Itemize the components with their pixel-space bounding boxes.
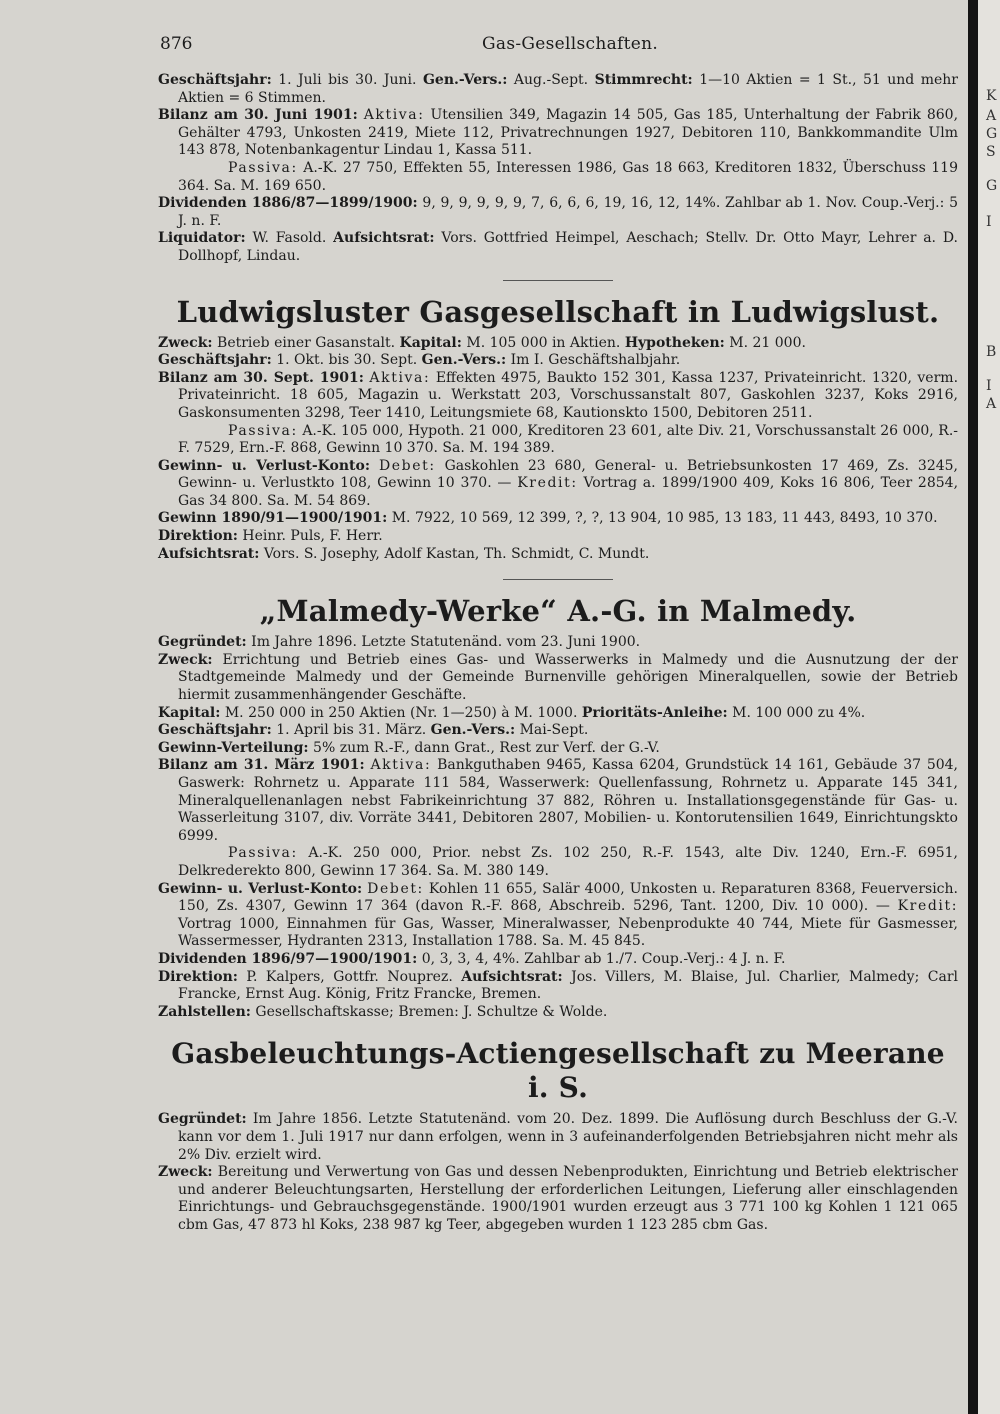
entry-text: A.-K. 105 000, Hypoth. 21 000, Kreditoren 23 601, alte Div. 21, Vorschussanstalt 26 000, R.-F. 7529, Ern.-F. 868, Gewinn 10 370. Sa. M. 194 389. [178, 422, 959, 457]
entry-text: Aug.-Sept. [513, 72, 589, 88]
kredit-label: Kredit: [517, 475, 578, 492]
entry-text: Kohlen 11 655, Salär 4000, Unkosten u. Reparaturen 8368, Feuerversich. 150, Zs. 4307, Gewinn 17 364 (davon R.-F. 868, Abschreib. 5296, Tant. 1200, Div. 10 000). — [178, 880, 958, 915]
entry-label: Geschäftsjahr: [158, 352, 272, 369]
entry-text: Vors. S. Josephy, Adolf Kastan, Th. Schmidt, C. Mundt. [263, 545, 650, 562]
entry-label: Gewinn- u. Verlust-Konto: [158, 457, 371, 474]
entry-text: P. Kalpers, Gottfr. Nouprez. [246, 968, 453, 985]
entry-text: M. 21 000. [729, 334, 806, 351]
entry-label: Zweck: [158, 651, 213, 668]
gegruendet-entry [158, 1111, 958, 1164]
guv-entry [158, 881, 958, 951]
entry-label: Gewinn-Verteilung: [158, 739, 309, 756]
entry-text: M. 105 000 in Aktien. [466, 334, 621, 351]
entry-text: Vors. Gottfried Heimpel, Aeschach; Stellv. Dr. Otto Mayr, Lehrer a. D. Dollhopf, Lindau. [178, 230, 959, 264]
geschaeftsjahr-entry [158, 722, 958, 740]
edge-letter: G [986, 178, 998, 194]
entry-text: Bereitung und Verwertung von Gas und dessen Nebenprodukten, Einrichtung und Betrieb elektrischer und anderer Beleuchtungsarten, Herstellung der erforderlichen Leitungen, Lieferung aller einschlagenden Einrichtungs- und Gebrauchsgegenstände. 1900/1901 wurden erzeugt aus 3 771 100 kg Kohlen 1 121 065 cbm Gas, 47 873 hl Koks, 238 987 kg Teer, abgegeben wurden 1 123 285 cbm Gas. [178, 1164, 958, 1233]
edge-letter: S [986, 144, 996, 160]
entry-text: 1. Juli bis 30. Juni. [278, 72, 417, 88]
entry-label: Gewinn 1890/91—1900/1901: [158, 510, 388, 527]
entry-text: 1. April bis 31. März. [276, 722, 427, 739]
entry-text: Bankguthaben 9465, Kassa 6204, Grundstück 14 161, Gebäude 37 504, Gaswerk: Rohrnetz u. Apparate 111 584, Wasserwerk: Quellenfassung, Rohrnetz u. Apparate 145 341, Mineralquellenanlagen nebst Fabrikeinrichtung 37 882, Röhren u. Installationsgegenstände für Gas- u. Wasserleitung 3107, div. Vorräte 3441, Debitoren 2807, Mobilien- u. Kontorutensilien 1649, Einrichtungskto 6999. [178, 757, 959, 844]
entry-label: Zahlstellen: [158, 1003, 251, 1020]
dividenden-entry [158, 951, 958, 969]
page-number: 876 [160, 34, 193, 54]
aufsichtsrat-entry [158, 546, 958, 564]
entry-text: 1. Okt. bis 30. Sept. [276, 352, 418, 369]
passiva-label: Passiva: [228, 422, 298, 439]
aktiva-label: Aktiva: [370, 757, 432, 774]
debet-label: Debet: [378, 457, 436, 474]
edge-letter: G [986, 126, 998, 142]
entry-label: Geschäftsjahr: [158, 72, 272, 88]
passiva-entry [158, 423, 958, 458]
entry-text: Jos. Villers, M. Blaise, Jul. Charlier, Malmedy; Carl Francke, Ernst Aug. König, Fritz Francke, Bremen. [178, 968, 958, 1003]
entry-label: Prioritäts-Anleihe: [581, 704, 728, 721]
entry-label: Liquidator: [158, 230, 246, 247]
company-title: Ludwigsluster Gasgesellschaft in Ludwigslust. [176, 294, 940, 329]
guv-entry [158, 458, 958, 511]
passiva-label: Passiva: [228, 159, 298, 176]
entry-text: W. Fasold. [252, 230, 327, 247]
kredit-label: Kredit: [897, 898, 959, 915]
section-divider [503, 280, 613, 281]
gegruendet-entry [158, 634, 958, 652]
liquidator-entry [158, 230, 958, 265]
page-content [158, 72, 958, 1234]
entry-label: Gegründet: [158, 1111, 247, 1128]
geschaeftsjahr-entry [158, 72, 958, 107]
passiva-label: Passiva: [228, 845, 298, 862]
dividenden-entry [158, 195, 958, 230]
bilanz-entry [158, 107, 958, 160]
aktiva-label: Aktiva: [363, 107, 425, 124]
bilanz-entry [158, 370, 958, 423]
entry-text: Gaskohlen 23 680, General- u. Betriebsunkosten 17 469, Zs. 3245, Gewinn- u. Verlustkto 108, Gewinn 10 370. — [178, 457, 959, 492]
entry-label: Aufsichtsrat: [461, 968, 563, 985]
entry-label: Stimmrecht: [594, 72, 693, 88]
entry-text: M. 250 000 in 250 Aktien (Nr. 1—250) à M. 1000. [224, 704, 578, 721]
direktion-entry [158, 528, 958, 546]
entry-label: Zweck: [158, 1164, 213, 1181]
edge-letter: I [986, 378, 992, 394]
entry-text: 0, 3, 3, 4, 4%. Zahlbar ab 1./7. Coup.-Verj.: 4 J. n. F. [421, 950, 786, 967]
entry-text: 1—10 Aktien = 1 St., 51 und mehr Aktien = 6 Stimmen. [178, 72, 958, 106]
entry-label: Direktion: [158, 528, 238, 545]
aktiva-label: Aktiva: [369, 369, 431, 386]
entry-label: Gegründet: [158, 634, 247, 651]
entry-label: Aufsichtsrat: [158, 545, 260, 562]
passiva-entry [158, 160, 958, 195]
entry-label: Bilanz am 31. März 1901: [158, 757, 365, 774]
binding-shadow [968, 0, 978, 1414]
geschaeftsjahr-entry [158, 352, 958, 370]
entry-text: Heinr. Puls, F. Herr. [242, 528, 383, 545]
passiva-entry [158, 845, 958, 880]
edge-letter: K [986, 88, 997, 104]
company-title: Gasbeleuchtungs-Actiengesellschaft zu Meerane i. S. [171, 1037, 945, 1105]
entry-label: Aufsichtsrat: [333, 230, 435, 247]
entry-text: M. 100 000 zu 4%. [732, 704, 866, 721]
entry-label: Gewinn- u. Verlust-Konto: [158, 880, 363, 897]
entry-label: Gen.-Vers.: [422, 72, 508, 88]
entry-text: Betrieb einer Gasanstalt. [217, 334, 396, 351]
zweck-entry [158, 652, 958, 705]
entry-label: Bilanz am 30. Sept. 1901: [158, 369, 364, 386]
company-title: „Malmedy-Werke“ A.-G. in Malmedy. [259, 594, 857, 629]
edge-letter: B [986, 344, 997, 360]
entry-text: Im Jahre 1896. Letzte Statutenänd. vom 23. Juni 1900. [251, 634, 641, 651]
entry-text: 5% zum R.-F., dann Grat., Rest zur Verf. der G.-V. [313, 739, 660, 756]
direktion-entry [158, 969, 958, 1004]
entry-text: M. 7922, 10 569, 12 399, ?, ?, 13 904, 10 985, 13 183, 11 443, 8493, 10 370. [391, 510, 938, 527]
entry-text: Utensilien 349, Magazin 14 505, Gas 185, Unterhaltung der Fabrik 860, Gehälter 4793, Unkosten 2419, Miete 112, Privatrechnungen 1927, Debitoren 110, Bankkommandite Ulm 143 878, Notenbankagentur Lindau 1, Kassa 511. [178, 107, 959, 159]
entry-label: Gen.-Vers.: [430, 722, 516, 739]
running-title: Gas-Gesellschaften. [482, 34, 659, 54]
entry-label: Bilanz am 30. Juni 1901: [158, 107, 358, 124]
bilanz-entry [158, 757, 958, 845]
entry-text: A.-K. 27 750, Effekten 55, Interessen 1986, Gas 18 663, Kreditoren 1832, Überschuss 119 364. Sa. M. 169 650. [178, 159, 958, 194]
entry-label: Gen.-Vers.: [421, 352, 507, 369]
edge-letter: I [986, 214, 992, 230]
entry-label: Direktion: [158, 968, 238, 985]
entry-text: Effekten 4975, Baukto 152 301, Kassa 1237, Privateinricht. 1320, verm. Privateinricht. 18 605, Magazin u. Werkstatt 203, Vorschussanstalt 807, Gaskohlen 3237, Koks 2916, Gaskonsumenten 3298, Teer 1410, Leitungsmiete 68, Kautionskto 1500, Debitoren 2511. [178, 369, 959, 421]
entry-text: Vortrag 1000, Einnahmen für Gas, Wasser, Mineralwasser, Nebenprodukte 40 744, Miete für Gasmesser, Wassermesser, Hydranten 2313, Installation 1788. Sa. M. 45 845. [178, 915, 958, 950]
entry-label: Hypotheken: [624, 334, 725, 351]
zweck-entry [158, 335, 958, 353]
entry-text: Im Jahre 1856. Letzte Statutenänd. vom 20. Dez. 1899. Die Auflösung durch Beschluss der G.-V. kann vor dem 1. Juli 1917 nur dann erfolgen, wenn in 3 aufeinanderfolgenden Betriebsjahren nicht mehr als 2% Div. erzielt wird. [178, 1111, 958, 1163]
entry-label: Dividenden 1886/87—1899/1900: [158, 195, 418, 212]
entry-text: Gesellschaftskasse; Bremen: J. Schultze & Wolde. [255, 1003, 608, 1020]
entry-label: Kapital: [399, 334, 462, 351]
entry-label: Kapital: [158, 704, 221, 721]
entry-label: Geschäftsjahr: [158, 722, 272, 739]
debet-label: Debet: [367, 880, 424, 897]
entry-label: Dividenden 1896/97—1900/1901: [158, 950, 418, 967]
entry-text: 9, 9, 9, 9, 9, 9, 7, 6, 6, 6, 19, 16, 12, 14%. Zahlbar ab 1. Nov. Coup.-Verj.: 5 J. n. F. [178, 195, 959, 229]
entry-text: Errichtung und Betrieb eines Gas- und Wasserwerks in Malmedy und die Ausnutzung der der Stadtgemeinde Malmedy und der Gemeinde Burnenville gehörigen Mineralquellen, sowie der Betrieb hiermit zusammenhängender Geschäfte. [178, 651, 959, 704]
gewinnverteilung-entry [158, 740, 958, 758]
entry-label: Zweck: [158, 334, 213, 351]
entry-text: Vortrag a. 1899/1900 409, Koks 16 806, Teer 2854, Gas 34 800. Sa. M. 54 869. [178, 475, 959, 509]
edge-letter: A [986, 108, 997, 124]
section-divider [503, 579, 613, 580]
edge-letter: A [986, 396, 997, 412]
gewinn-entry [158, 510, 958, 528]
kapital-entry [158, 705, 958, 723]
entry-text: A.-K. 250 000, Prior. nebst Zs. 102 250, R.-F. 1543, alte Div. 1240, Ern.-F. 6951, Delkrederekto 800, Gewinn 17 364. Sa. M. 380 149. [178, 845, 958, 879]
page-header [160, 34, 960, 58]
zahlstellen-entry [158, 1004, 958, 1022]
zweck-entry [158, 1164, 958, 1234]
entry-text: Mai-Sept. [519, 722, 589, 739]
entry-text: Im I. Geschäftshalbjahr. [510, 352, 681, 369]
